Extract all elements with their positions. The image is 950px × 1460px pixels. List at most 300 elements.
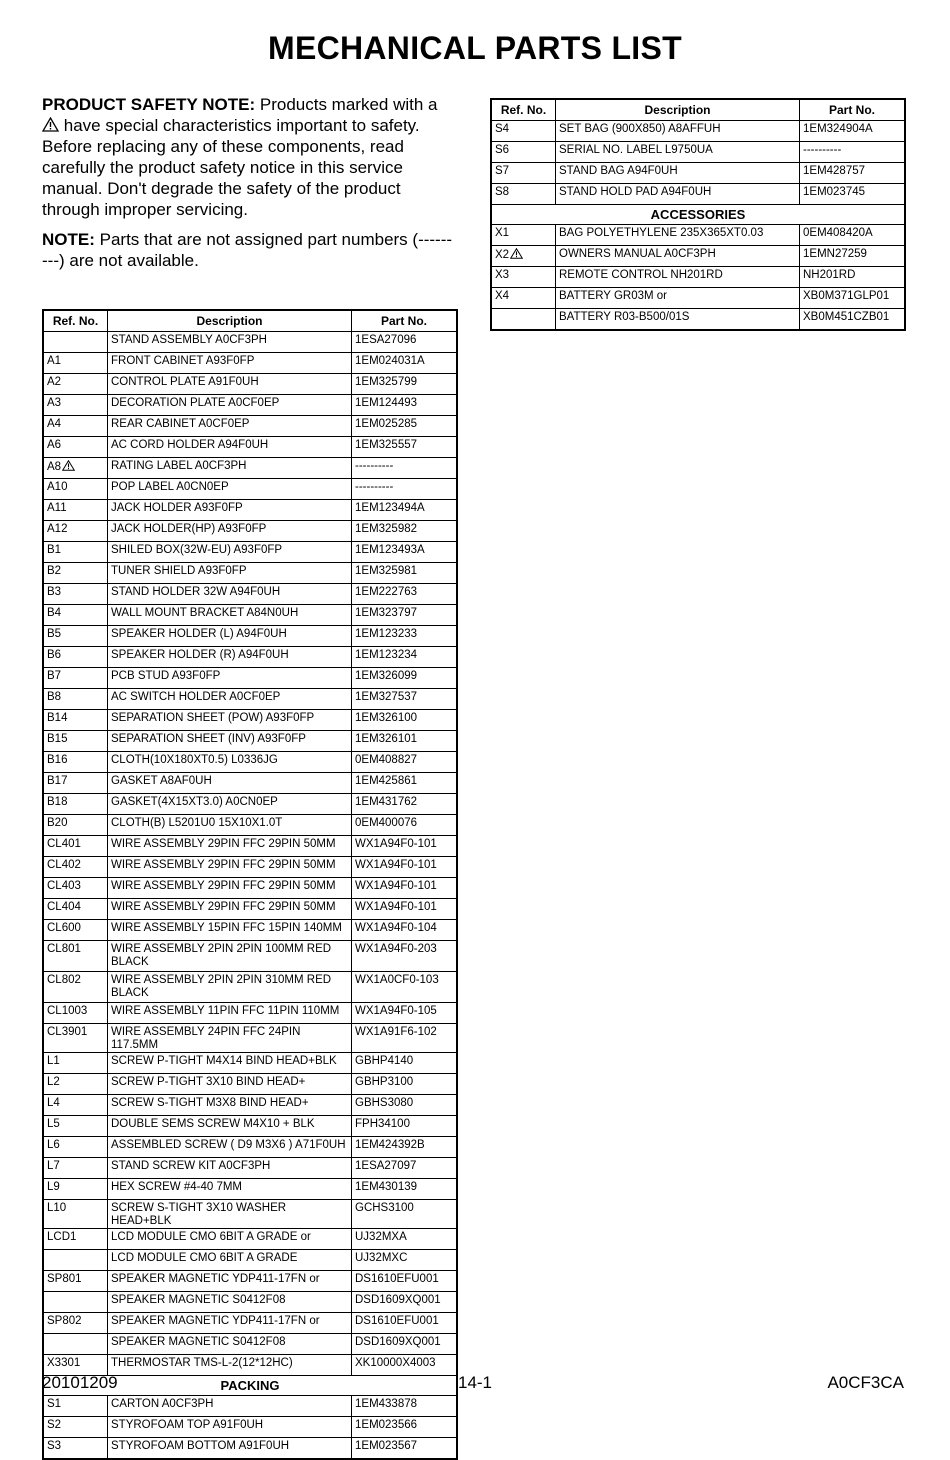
cell-description <box>108 521 352 542</box>
description-text: SCREW S-TIGHT M3X8 BIND HEAD+ <box>111 1097 309 1109</box>
ref-no-text: S4 <box>495 123 510 135</box>
cell-description <box>556 246 800 267</box>
cell-description <box>108 647 352 668</box>
cell-description <box>108 1292 352 1313</box>
cell-part-no <box>352 1334 458 1355</box>
cell-ref-no <box>491 184 556 205</box>
warning-triangle-icon <box>510 248 523 259</box>
description-text: AC CORD HOLDER A94F0UH <box>111 439 269 451</box>
part-no-text: GBHS3080 <box>355 1097 414 1109</box>
part-no-text: WX1A94F0-101 <box>355 901 437 913</box>
cell-ref-no <box>43 1271 108 1292</box>
ref-no-text: CL404 <box>47 901 81 913</box>
cell-part-no <box>352 584 458 605</box>
cell-part-no <box>352 857 458 878</box>
cell-ref-no <box>43 542 108 563</box>
part-no-text: 1EM428757 <box>803 165 866 177</box>
description-text: SET BAG (900X850) A8AFFUH <box>559 123 721 135</box>
cell-ref-no <box>491 309 556 331</box>
mechanical-parts-table-right <box>490 98 906 331</box>
ref-no-text: B3 <box>47 586 62 598</box>
ref-no-text: L6 <box>47 1139 60 1151</box>
ref-no-text: L5 <box>47 1118 60 1130</box>
ref-no-text: L7 <box>47 1160 60 1172</box>
table-row <box>43 1313 457 1334</box>
cell-description <box>108 1095 352 1116</box>
table-row <box>43 1334 457 1355</box>
column-header-description: Description <box>556 99 800 121</box>
cell-ref-no <box>43 1313 108 1334</box>
description-text: STAND BAG A94F0UH <box>559 165 678 177</box>
cell-description <box>556 163 800 184</box>
cell-description <box>108 1438 352 1460</box>
cell-part-no <box>352 1053 458 1074</box>
footer-date: 20101209 <box>42 1373 118 1392</box>
cell-ref-no <box>43 1250 108 1271</box>
ref-no-text: X1 <box>495 227 510 239</box>
description-text: DECORATION PLATE A0CF0EP <box>111 397 280 409</box>
note-text: Parts that are not assigned part numbers (---------) are not available. <box>42 230 453 270</box>
cell-ref-no <box>491 163 556 184</box>
cell-part-no <box>352 899 458 920</box>
ref-no-text: SP802 <box>47 1315 82 1327</box>
cell-part-no <box>800 121 906 142</box>
part-no-text: GBHP4140 <box>355 1055 414 1067</box>
description-text: ASSEMBLED SCREW ( D9 M3X6 ) A71F0UH <box>111 1139 346 1151</box>
cell-part-no <box>800 309 906 331</box>
ref-no-text: CL401 <box>47 838 81 850</box>
description-text: THERMOSTAR TMS-L-2(12*12HC) <box>111 1357 293 1369</box>
description-text: SEPARATION SHEET (POW) A93F0FP <box>111 712 315 724</box>
table-row <box>43 1438 457 1460</box>
note-label: NOTE: <box>42 230 95 249</box>
cell-description <box>108 1250 352 1271</box>
table-row <box>43 626 457 647</box>
cell-ref-no <box>43 920 108 941</box>
part-no-text: WX1A94F0-101 <box>355 838 437 850</box>
description-text: TUNER SHIELD A93F0FP <box>111 565 247 577</box>
cell-ref-no <box>491 121 556 142</box>
cell-part-no <box>352 1116 458 1137</box>
ref-no-text: S6 <box>495 144 510 156</box>
safety-note-text-after: have special characteristics important to safety. Before replacing any of these components, read carefully the product safety notice in this service manual. Don't degrade the safety of the product through improper servicing. <box>42 116 420 219</box>
cell-ref-no <box>43 1053 108 1074</box>
cell-part-no <box>800 142 906 163</box>
description-text: LCD MODULE CMO 6BIT A GRADE <box>111 1252 298 1264</box>
cell-description <box>108 972 352 1003</box>
cell-part-no <box>352 1137 458 1158</box>
cell-ref-no <box>43 836 108 857</box>
column-header-part-no: Part No. <box>352 310 458 332</box>
cell-ref-no <box>43 731 108 752</box>
part-no-text: 1EM124493 <box>355 397 418 409</box>
cell-part-no <box>352 1417 458 1438</box>
part-no-text: 1EM325557 <box>355 439 418 451</box>
cell-ref-no <box>43 1438 108 1460</box>
part-no-text: WX1A91F6-102 <box>355 1026 437 1038</box>
table-row <box>43 668 457 689</box>
cell-part-no <box>352 1024 458 1053</box>
ref-no-text: B20 <box>47 817 68 829</box>
cell-description <box>556 267 800 288</box>
cell-ref-no <box>491 267 556 288</box>
part-no-text: DSD1609XQ001 <box>355 1294 441 1306</box>
table-row <box>43 920 457 941</box>
description-text: POP LABEL A0CN0EP <box>111 481 229 493</box>
cell-part-no <box>352 1396 458 1417</box>
part-no-text: 1EM325799 <box>355 376 418 388</box>
part-no-text: 0EM400076 <box>355 817 418 829</box>
table-row <box>43 542 457 563</box>
table-row <box>43 1074 457 1095</box>
cell-description <box>108 710 352 731</box>
ref-no-text: L2 <box>47 1076 60 1088</box>
description-text: CLOTH(B) L5201U0 15X10X1.0T <box>111 817 283 829</box>
section-header-row <box>491 205 905 225</box>
cell-ref-no <box>43 353 108 374</box>
cell-description <box>108 1396 352 1417</box>
cell-description <box>108 941 352 972</box>
description-text: BATTERY GR03M or <box>559 290 668 302</box>
cell-ref-no <box>43 689 108 710</box>
ref-no-text: SP801 <box>47 1273 82 1285</box>
cell-description <box>108 458 352 479</box>
description-text: WIRE ASSEMBLY 24PIN FFC 24PIN 117.5MM <box>111 1026 301 1051</box>
table-row <box>491 246 905 267</box>
ref-no-text: CL403 <box>47 880 81 892</box>
part-no-text: 1EM123233 <box>355 628 418 640</box>
description-text: JACK HOLDER A93F0FP <box>111 502 243 514</box>
cell-ref-no <box>43 479 108 500</box>
column-header-part-no: Part No. <box>800 99 906 121</box>
part-no-text: DSD1609XQ001 <box>355 1336 441 1348</box>
part-no-text: NH201RD <box>803 269 856 281</box>
cell-description <box>108 731 352 752</box>
cell-description <box>108 920 352 941</box>
cell-ref-no <box>43 1095 108 1116</box>
ref-no-text: A12 <box>47 523 68 535</box>
description-text: REAR CABINET A0CF0EP <box>111 418 250 430</box>
cell-ref-no <box>43 1074 108 1095</box>
description-text: SCREW S-TIGHT 3X10 WASHER HEAD+BLK <box>111 1202 287 1227</box>
part-no-text: ---------- <box>355 481 394 493</box>
cell-part-no <box>352 836 458 857</box>
cell-description <box>108 1179 352 1200</box>
table-row <box>43 479 457 500</box>
cell-description <box>108 1229 352 1250</box>
description-text: WIRE ASSEMBLY 2PIN 2PIN 100MM RED BLACK <box>111 943 332 968</box>
description-text: STAND ASSEMBLY A0CF3PH <box>111 334 267 346</box>
part-no-text: UJ32MXA <box>355 1231 407 1243</box>
description-text: WIRE ASSEMBLY 29PIN FFC 29PIN 50MM <box>111 880 336 892</box>
cell-part-no <box>352 1179 458 1200</box>
table-row <box>43 857 457 878</box>
part-no-text: 0EM408827 <box>355 754 418 766</box>
ref-no-text: A8 <box>47 461 62 473</box>
cell-description <box>108 1200 352 1229</box>
description-text: WIRE ASSEMBLY 29PIN FFC 29PIN 50MM <box>111 838 336 850</box>
cell-part-no <box>800 184 906 205</box>
part-no-text: 1ESA27096 <box>355 334 417 346</box>
description-text: STAND SCREW KIT A0CF3PH <box>111 1160 271 1172</box>
column-header-ref-no: Ref. No. <box>43 310 108 332</box>
table-row <box>43 1137 457 1158</box>
part-no-text: 1EM222763 <box>355 586 418 598</box>
cell-description <box>556 225 800 246</box>
cell-description <box>108 815 352 836</box>
part-no-text: XB0M451CZB01 <box>803 311 890 323</box>
cell-part-no <box>352 500 458 521</box>
cell-description <box>108 878 352 899</box>
table-row <box>43 437 457 458</box>
cell-part-no <box>352 773 458 794</box>
cell-description <box>108 626 352 647</box>
ref-no-text: S7 <box>495 165 510 177</box>
description-text: AC SWITCH HOLDER A0CF0EP <box>111 691 281 703</box>
description-text: DOUBLE SEMS SCREW M4X10 + BLK <box>111 1118 315 1130</box>
section-title: PACKING <box>43 1376 457 1396</box>
cell-ref-no <box>43 647 108 668</box>
table-row <box>43 794 457 815</box>
part-no-text: 1ESA27097 <box>355 1160 417 1172</box>
table-row <box>43 1417 457 1438</box>
part-no-text: WX1A94F0-105 <box>355 1005 437 1017</box>
description-text: GASKET(4X15XT3.0) A0CN0EP <box>111 796 278 808</box>
description-text: SPEAKER MAGNETIC S0412F08 <box>111 1336 286 1348</box>
part-no-text: 1EM326100 <box>355 712 418 724</box>
table-row <box>43 731 457 752</box>
part-no-text: 1EM325982 <box>355 523 418 535</box>
ref-no-text: X3301 <box>47 1357 81 1369</box>
cell-part-no <box>352 647 458 668</box>
cell-description <box>108 689 352 710</box>
cell-ref-no <box>43 1334 108 1355</box>
part-no-text: GCHS3100 <box>355 1202 414 1214</box>
cell-part-no <box>352 542 458 563</box>
description-text: STYROFOAM BOTTOM A91F0UH <box>111 1440 290 1452</box>
cell-part-no <box>352 332 458 353</box>
ref-no-text: S2 <box>47 1419 62 1431</box>
ref-no-text: L1 <box>47 1055 60 1067</box>
table-row <box>43 1292 457 1313</box>
ref-no-text: L9 <box>47 1181 60 1193</box>
parts-availability-note <box>42 229 457 271</box>
cell-part-no <box>352 1003 458 1024</box>
cell-description <box>108 1116 352 1137</box>
part-no-text: 1EM023566 <box>355 1419 418 1431</box>
part-no-text: ---------- <box>355 460 394 472</box>
cell-ref-no <box>43 794 108 815</box>
ref-no-text: CL402 <box>47 859 81 871</box>
ref-no-text: S1 <box>47 1398 62 1410</box>
cell-part-no <box>352 710 458 731</box>
cell-part-no <box>352 1158 458 1179</box>
part-no-text: XB0M371GLP01 <box>803 290 890 302</box>
table-row <box>43 1271 457 1292</box>
part-no-text: 1EM023745 <box>803 186 866 198</box>
cell-description <box>108 605 352 626</box>
ref-no-text: A6 <box>47 439 62 451</box>
cell-part-no <box>800 163 906 184</box>
description-text: RATING LABEL A0CF3PH <box>111 460 247 472</box>
description-text: STYROFOAM TOP A91F0UH <box>111 1419 264 1431</box>
cell-description <box>108 332 352 353</box>
description-text: REMOTE CONTROL NH201RD <box>559 269 723 281</box>
cell-part-no <box>352 437 458 458</box>
part-no-text: 1EM425861 <box>355 775 418 787</box>
cell-part-no <box>352 794 458 815</box>
part-no-text: 1EM431762 <box>355 796 418 808</box>
cell-description <box>108 1074 352 1095</box>
cell-part-no <box>352 1074 458 1095</box>
ref-no-text: A4 <box>47 418 62 430</box>
cell-description <box>108 1417 352 1438</box>
ref-no-text: CL3901 <box>47 1026 88 1038</box>
table-row <box>43 815 457 836</box>
table-row <box>43 1095 457 1116</box>
cell-part-no <box>352 1271 458 1292</box>
table-row <box>43 374 457 395</box>
description-text: CLOTH(10X180XT0.5) L0336JG <box>111 754 278 766</box>
cell-description <box>108 1137 352 1158</box>
part-no-text: GBHP3100 <box>355 1076 414 1088</box>
description-text: SEPARATION SHEET (INV) A93F0FP <box>111 733 306 745</box>
cell-description <box>108 752 352 773</box>
page-title: MECHANICAL PARTS LIST <box>267 30 682 66</box>
description-text: BAG POLYETHYLENE 235X365XT0.03 <box>559 227 764 239</box>
description-text: JACK HOLDER(HP) A93F0FP <box>111 523 267 535</box>
description-text: OWNERS MANUAL A0CF3PH <box>559 248 716 260</box>
cell-ref-no <box>43 899 108 920</box>
cell-ref-no <box>43 563 108 584</box>
cell-ref-no <box>43 1179 108 1200</box>
table-row <box>43 353 457 374</box>
description-text: WIRE ASSEMBLY 11PIN FFC 11PIN 110MM <box>111 1005 340 1017</box>
part-no-text: 1EMN27259 <box>803 248 867 260</box>
cell-ref-no <box>43 1116 108 1137</box>
cell-part-no <box>352 920 458 941</box>
part-no-text: 1EM327537 <box>355 691 418 703</box>
description-text: SPEAKER MAGNETIC YDP411-17FN or <box>111 1315 320 1327</box>
table-row <box>43 521 457 542</box>
cell-part-no <box>352 521 458 542</box>
description-text: SPEAKER HOLDER (L) A94F0UH <box>111 628 287 640</box>
cell-part-no <box>352 1438 458 1460</box>
cell-ref-no <box>43 857 108 878</box>
cell-part-no <box>352 941 458 972</box>
ref-no-text: CL801 <box>47 943 81 955</box>
table-row <box>491 225 905 246</box>
cell-part-no <box>352 972 458 1003</box>
table-row <box>43 458 457 479</box>
ref-no-text: CL1003 <box>47 1005 88 1017</box>
ref-no-text: A10 <box>47 481 68 493</box>
cell-description <box>108 563 352 584</box>
cell-description <box>108 1024 352 1053</box>
cell-description <box>108 1334 352 1355</box>
part-no-text: XK10000X4003 <box>355 1357 436 1369</box>
cell-part-no <box>352 605 458 626</box>
cell-ref-no <box>43 626 108 647</box>
ref-no-text: S3 <box>47 1440 62 1452</box>
cell-ref-no <box>43 1024 108 1053</box>
cell-part-no <box>352 878 458 899</box>
table-row <box>43 752 457 773</box>
description-text: PCB STUD A93F0FP <box>111 670 221 682</box>
table-row <box>43 1024 457 1053</box>
cell-ref-no <box>43 437 108 458</box>
cell-ref-no <box>43 710 108 731</box>
cell-ref-no <box>43 668 108 689</box>
part-no-text: 1EM023567 <box>355 1440 418 1452</box>
cell-part-no <box>352 668 458 689</box>
part-no-text: 1EM433878 <box>355 1398 418 1410</box>
part-no-text: 1EM430139 <box>355 1181 418 1193</box>
ref-no-text: A1 <box>47 355 62 367</box>
table-header-row <box>491 99 905 121</box>
cell-description <box>108 1271 352 1292</box>
cell-description <box>108 395 352 416</box>
part-no-text: 1EM325981 <box>355 565 418 577</box>
column-header-description: Description <box>108 310 352 332</box>
table-header-row <box>43 310 457 332</box>
cell-ref-no <box>43 1137 108 1158</box>
ref-no-text: A3 <box>47 397 62 409</box>
part-no-text: 1EM326101 <box>355 733 418 745</box>
cell-ref-no <box>43 395 108 416</box>
table-row <box>43 1200 457 1229</box>
cell-part-no <box>352 752 458 773</box>
cell-ref-no <box>43 1003 108 1024</box>
part-no-text: FPH34100 <box>355 1118 410 1130</box>
cell-part-no <box>800 225 906 246</box>
cell-description <box>556 309 800 331</box>
ref-no-text: S8 <box>495 186 510 198</box>
table-row <box>43 1179 457 1200</box>
cell-ref-no <box>43 941 108 972</box>
table-row <box>43 1003 457 1024</box>
cell-description <box>108 542 352 563</box>
table-row <box>43 941 457 972</box>
ref-no-text: B14 <box>47 712 68 724</box>
cell-ref-no <box>43 1396 108 1417</box>
cell-part-no <box>800 246 906 267</box>
warning-triangle-icon <box>42 117 59 132</box>
ref-no-text: LCD1 <box>47 1231 77 1243</box>
warning-triangle-icon <box>62 460 75 471</box>
column-header-ref-no: Ref. No. <box>491 99 556 121</box>
safety-note-label: PRODUCT SAFETY NOTE: <box>42 95 256 114</box>
cell-part-no <box>352 1292 458 1313</box>
description-text: GASKET A8AF0UH <box>111 775 212 787</box>
ref-no-text: X4 <box>495 290 510 302</box>
table-row <box>43 899 457 920</box>
cell-description <box>108 668 352 689</box>
cell-ref-no <box>43 500 108 521</box>
part-no-text: UJ32MXC <box>355 1252 408 1264</box>
cell-part-no <box>352 479 458 500</box>
table-row <box>491 184 905 205</box>
cell-part-no <box>352 563 458 584</box>
cell-description <box>108 794 352 815</box>
ref-no-text: L10 <box>47 1202 67 1214</box>
description-text: SHILED BOX(32W-EU) A93F0FP <box>111 544 283 556</box>
cell-part-no <box>800 267 906 288</box>
cell-ref-no <box>43 458 108 479</box>
part-no-text: WX1A94F0-101 <box>355 880 437 892</box>
cell-description <box>108 1158 352 1179</box>
ref-no-text: CL802 <box>47 974 81 986</box>
